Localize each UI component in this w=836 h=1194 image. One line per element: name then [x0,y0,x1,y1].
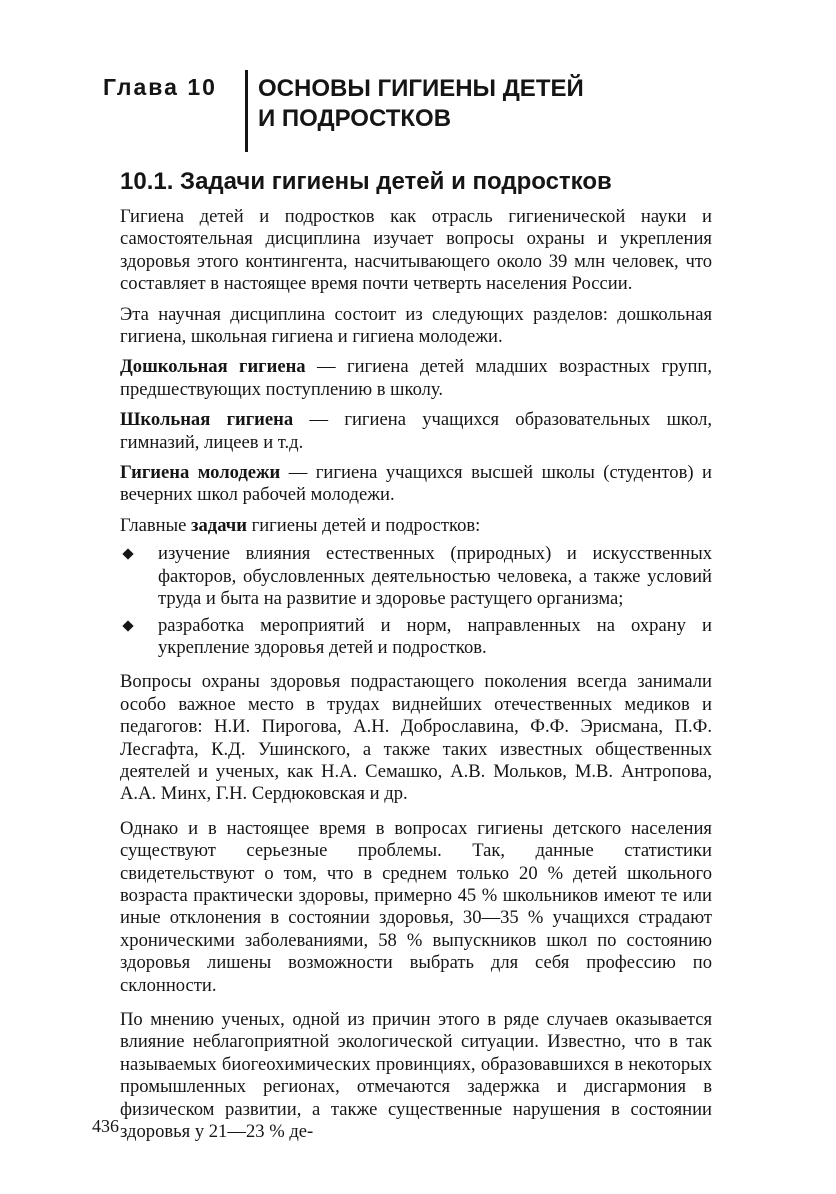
chapter-label: Глава 10 [103,74,217,100]
main-tasks-lead: Главные [120,514,192,536]
term-preschool-hygiene: Дошкольная гигиена [120,356,306,378]
tasks-list [120,543,712,659]
paragraph-statistics: Однако и в настоящее время в вопросах гигиены детского населения существуют серьезные проблемы. Так, данные статистики свидетельствуют о том, что в среднем только 20 % детей школьного возраста практически здоровы, примерно 45 % школьников имеют те или иные отклонения в состоянии здоровья, 30—35 % учащихся страдают хроническими заболеваниями, 58 % выпускников школ по состоянию здоровья лишены возможности выбрать для себя профессию по склонности. [120,817,712,996]
paragraph-intro: Гигиена детей и подростков как отрасль гигиенической науки и самостоятельная дисциплина изучает вопросы охраны и укрепления здоровья этого контингента, насчитывающего около 39 млн человек, что составляет в настоящее время почти четверть населения России. [120,206,712,295]
definition-school-hygiene: — гигиена учащихся образовательных школ, гимназий, лицеев и т.д. [120,409,713,453]
paragraph-preschool-hygiene [120,356,712,401]
chapter-heading [103,70,743,152]
list-item [120,543,712,610]
paragraph-school-hygiene [120,409,712,454]
main-tasks-tail: гигиены детей и подростков: [246,514,481,536]
paragraph-youth-hygiene [120,462,712,507]
paragraph-ecology: По мнению ученых, одной из причин этого в ряде случаев оказывается влияние неблагоприятной экологической ситуации. Известно, что в так называемых биогеохимических провинциях, образовавшихся в некоторых промышленных регионах, отмечаются задержка и дисгармония в физическом развитии, а также существенные нарушения в состоянии здоровья у 21—23 % де- [120,1009,712,1143]
chapter-title-line-1: ОСНОВЫ ГИГИЕНЫ ДЕТЕЙ [258,75,584,102]
body-text [120,206,712,1143]
list-item-text: разработка мероприятий и норм, направленных на охрану и укрепление здоровья детей и подростков. [158,614,712,658]
definition-preschool-hygiene: — гигиена детей младших возрастных групп, предшествующих поступлению в школу. [120,356,712,400]
chapter-title-line-2: И ПОДРОСТКОВ [258,105,452,132]
chapter-title [258,74,584,134]
section-title: 10.1. Задачи гигиены детей и подростков [120,168,612,195]
definition-youth-hygiene: — гигиена учащихся высшей школы (студентов) и вечерних школ рабочей молодежи. [120,462,712,506]
list-item-text: изучение влияния естественных (природных) и искусственных факторов, обусловленных деятельностью человека, а также условий труда и быта на развитие и здоровье растущего организма; [158,543,712,610]
paragraph-sections: Эта научная дисциплина состоит из следующих разделов: дошкольная гигиена, школьная гигиена и гигиена молодежи. [120,303,712,348]
page-number: 436 [92,1116,119,1136]
term-youth-hygiene: Гигиена молодежи [120,462,281,484]
term-school-hygiene: Школьная гигиена [120,409,294,431]
diamond-bullet-icon [122,549,133,560]
list-item [120,615,712,660]
term-tasks: задачи [191,514,247,536]
diamond-bullet-icon [122,620,133,631]
paragraph-main-tasks [120,515,712,537]
paragraph-history: Вопросы охраны здоровья подрастающего поколения всегда занимали особо важное место в трудах виднейших отечественных медиков и педагогов: Н.И. Пирогова, А.Н. Доброславина, Ф.Ф. Эрисмана, П.Ф. Лесгафта, К.Д. Ушинского, а также таких известных общественных деятелей и ученых, как Н.А. Семашко, А.В. Мольков, М.В. Антропова, А.А. Минх, Г.Н. Сердюковская и др. [120,671,712,805]
chapter-divider [245,70,248,152]
